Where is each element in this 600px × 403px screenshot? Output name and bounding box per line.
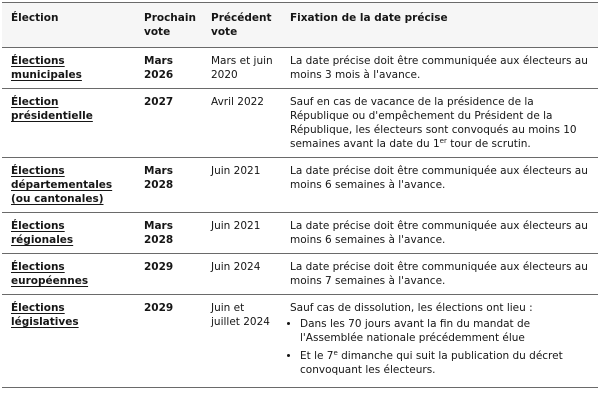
date-fixing-cell: La date précise doit être communiquée aux électeurs au moins 6 semaines à l'avance. xyxy=(281,158,598,213)
date-fixing-cell: La date précise doit être communiquée aux électeurs au moins 3 mois à l'avance. xyxy=(281,48,598,89)
link-elections-legislatives[interactable]: Élections législatives xyxy=(11,302,79,328)
previous-vote-cell: Mars et juin 2020 xyxy=(202,48,281,89)
header-election: Élection xyxy=(2,3,135,48)
list-item xyxy=(300,349,592,377)
link-elections-europeennes[interactable]: Élections européennes xyxy=(11,261,89,287)
header-date-fixing: Fixation de la date précise xyxy=(281,3,598,48)
election-cell xyxy=(2,48,135,89)
next-vote-cell: Mars 2028 xyxy=(135,158,202,213)
link-elections-municipales[interactable]: Élections municipales xyxy=(11,55,82,81)
date-fixing-cell xyxy=(281,89,598,158)
next-vote-cell: Mars 2028 xyxy=(135,213,202,254)
table-row-legislatives xyxy=(2,295,598,388)
table-row-departementales xyxy=(2,158,598,213)
previous-vote-cell: Avril 2022 xyxy=(202,89,281,158)
previous-vote-cell: Juin et juillet 2024 xyxy=(202,295,281,388)
next-vote-cell: 2029 xyxy=(135,254,202,295)
list-item-text: Et le 7 xyxy=(300,350,334,362)
date-fixing-text: Sauf en cas de vacance de la présidence de la République ou d'empêchement du Président de la République, les électeurs sont convoqués au moins 10 semaines avant la date du 1 xyxy=(290,96,577,150)
election-cell xyxy=(2,89,135,158)
previous-vote-cell: Juin 2021 xyxy=(202,213,281,254)
date-fixing-list xyxy=(290,317,592,377)
link-election-presidentielle[interactable]: Élection présidentielle xyxy=(11,96,93,122)
elections-table xyxy=(2,2,598,388)
next-vote-cell: 2027 xyxy=(135,89,202,158)
link-elections-regionales[interactable]: Élections régionales xyxy=(11,220,74,246)
date-fixing-cell xyxy=(281,295,598,388)
header-row xyxy=(2,3,598,48)
next-vote-cell: Mars 2026 xyxy=(135,48,202,89)
table-row-municipales xyxy=(2,48,598,89)
header-next-vote: Prochain vote xyxy=(135,3,202,48)
previous-vote-cell: Juin 2021 xyxy=(202,158,281,213)
ordinal-superscript: e xyxy=(333,349,338,357)
ordinal-superscript: er xyxy=(439,137,447,145)
list-item-text-end: dimanche qui suit la publication du décret convoquant les électeurs. xyxy=(300,350,563,376)
table-row-regionales xyxy=(2,213,598,254)
election-cell xyxy=(2,213,135,254)
date-fixing-cell: La date précise doit être communiquée aux électeurs au moins 7 semaines à l'avance. xyxy=(281,254,598,295)
table-row-presidentielle xyxy=(2,89,598,158)
election-cell xyxy=(2,158,135,213)
election-cell xyxy=(2,254,135,295)
list-item: • Dans les 70 jours avant la fin du mandat de l'Assemblée nationale précédemment élue xyxy=(300,317,592,345)
date-fixing-intro: Sauf cas de dissolution, les élections ont lieu : xyxy=(290,302,533,314)
table-header xyxy=(2,3,598,48)
table-row-europeennes xyxy=(2,254,598,295)
election-cell xyxy=(2,295,135,388)
previous-vote-cell: Juin 2024 xyxy=(202,254,281,295)
link-elections-departementales[interactable]: Élections départementales (ou cantonales) xyxy=(11,165,113,205)
date-fixing-cell: La date précise doit être communiquée aux électeurs au moins 6 semaines à l'avance. xyxy=(281,213,598,254)
date-fixing-text-end: tour de scrutin. xyxy=(446,138,531,150)
next-vote-cell: 2029 xyxy=(135,295,202,388)
header-previous-vote: Précédent vote xyxy=(202,3,281,48)
